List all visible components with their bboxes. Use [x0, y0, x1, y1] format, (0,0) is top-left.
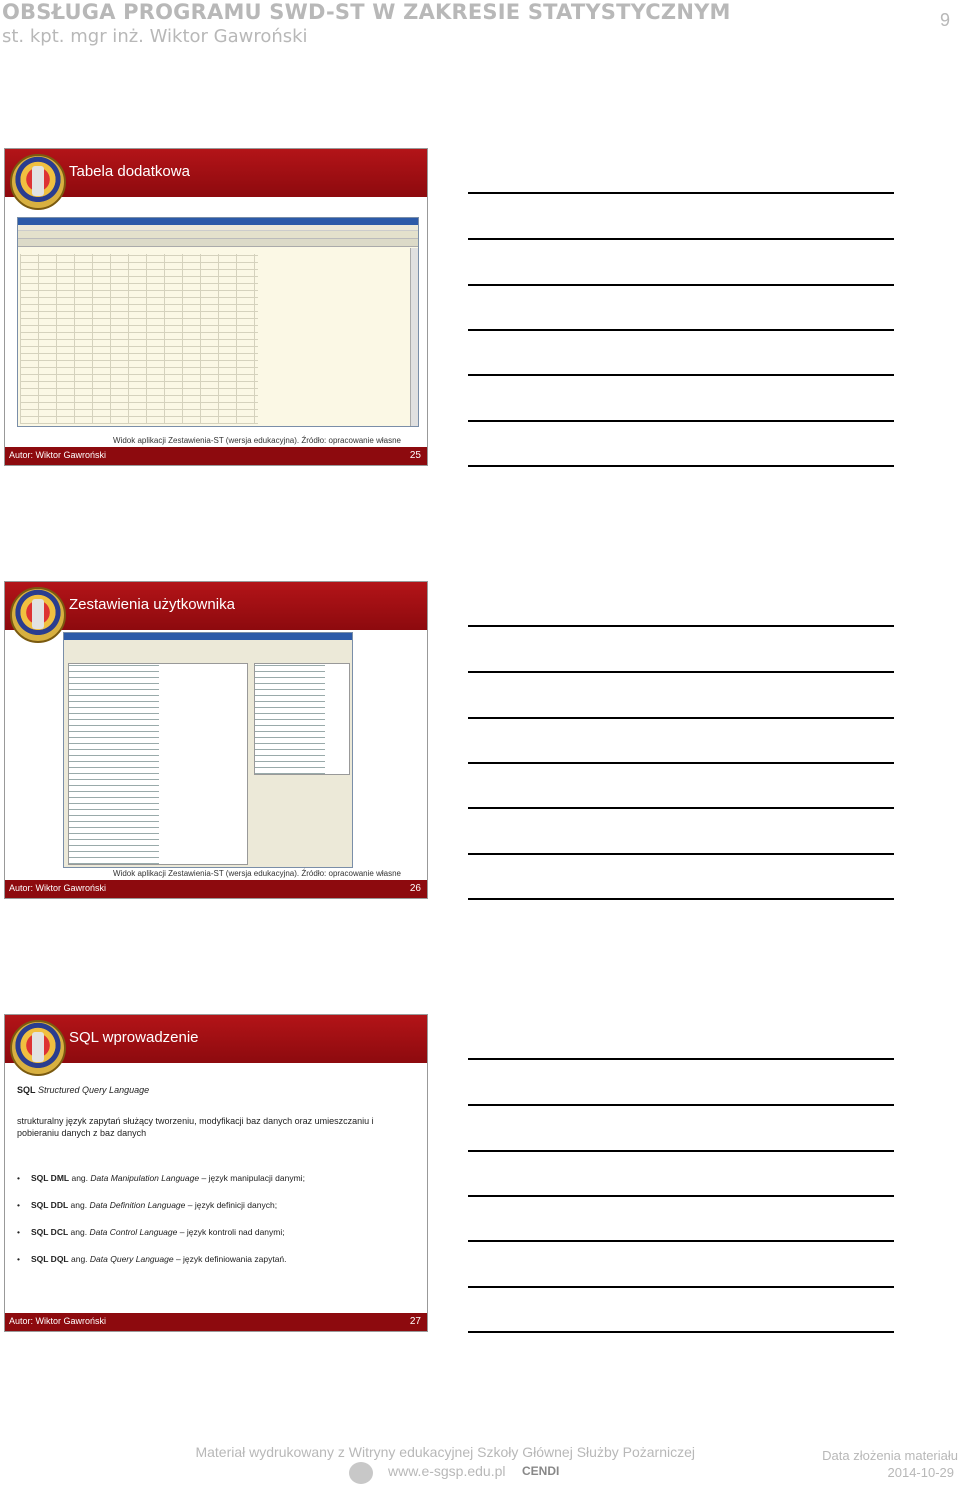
page-number: 9	[939, 10, 950, 30]
document-title: OBSŁUGA PROGRAMU SWD-ST W ZAKRESIE STATYSTYCZNYM	[2, 0, 731, 24]
slide-26	[4, 581, 428, 899]
slide-footer-author: Autor: Wiktor Gawroński	[9, 1316, 107, 1326]
slide-25	[4, 148, 428, 466]
document-header	[0, 0, 960, 60]
sql-expansion: Structured Query Language	[38, 1085, 150, 1095]
slide-27	[4, 1014, 428, 1332]
app-screenshot-table	[17, 217, 419, 427]
slide-footer-author: Autor: Wiktor Gawroński	[9, 883, 107, 893]
sql-subsets-list	[17, 1173, 305, 1281]
list-item: • SQL DQL ang. Data Query Language – język definiowania zapytań.	[17, 1254, 305, 1281]
selected-fields-list-thumbnail	[254, 663, 350, 775]
slide-footer	[5, 880, 427, 898]
slide-footer-author: Autor: Wiktor Gawroński	[9, 450, 107, 460]
cendi-logo: CENDI	[522, 1464, 560, 1478]
sgsp-emblem-icon	[10, 154, 66, 210]
available-fields-list-thumbnail	[68, 663, 248, 865]
sql-definition	[17, 1085, 149, 1095]
source-line: Materiał wydrukowany z Witryny edukacyjnej Szkoły Głównej Służby Pożarniczej	[195, 1444, 695, 1460]
site-url: www.e-sgsp.edu.pl	[388, 1463, 506, 1479]
slide-footer	[5, 447, 427, 465]
slide-number: 26	[409, 883, 421, 894]
sql-term: SQL	[17, 1085, 36, 1095]
date-value: 2014-10-29	[887, 1465, 954, 1480]
app-screenshot-user-reports	[63, 632, 353, 868]
sgsp-logo-icon	[349, 1462, 373, 1484]
document-author: st. kpt. mgr inż. Wiktor Gawroński	[2, 26, 308, 47]
slide-footer	[5, 1313, 427, 1331]
date-label: Data złożenia materiału	[822, 1448, 958, 1463]
slide-title: Tabela dodatkowa	[69, 163, 190, 180]
data-grid-thumbnail	[20, 254, 258, 424]
document-footer	[0, 1440, 960, 1490]
slide-caption: Widok aplikacji Zestawienia-ST (wersja edukacyjna). Źródło: opracowanie własne	[113, 869, 401, 878]
slide-number: 27	[409, 1316, 421, 1327]
slide-number: 25	[409, 450, 421, 461]
scrollbar-thumbnail	[410, 248, 418, 426]
slide-title: SQL wprowadzenie	[69, 1029, 199, 1046]
sql-description: strukturalny język zapytań służący tworzeniu, modyfikacji baz danych oraz umieszczaniu i pobieraniu danych z baz danych	[17, 1116, 374, 1138]
list-item: • SQL DDL ang. Data Definition Language – język definicji danych;	[17, 1200, 305, 1227]
slide-caption: Widok aplikacji Zestawienia-ST (wersja edukacyjna). Źródło: opracowanie własne	[113, 436, 401, 445]
slide-title: Zestawienia użytkownika	[69, 596, 235, 613]
list-item: • SQL DML ang. Data Manipulation Language – język manipulacji danymi;	[17, 1173, 305, 1200]
sgsp-emblem-icon	[10, 1020, 66, 1076]
sgsp-emblem-icon	[10, 587, 66, 643]
list-item: • SQL DCL ang. Data Control Language – język kontroli nad danymi;	[17, 1227, 305, 1254]
